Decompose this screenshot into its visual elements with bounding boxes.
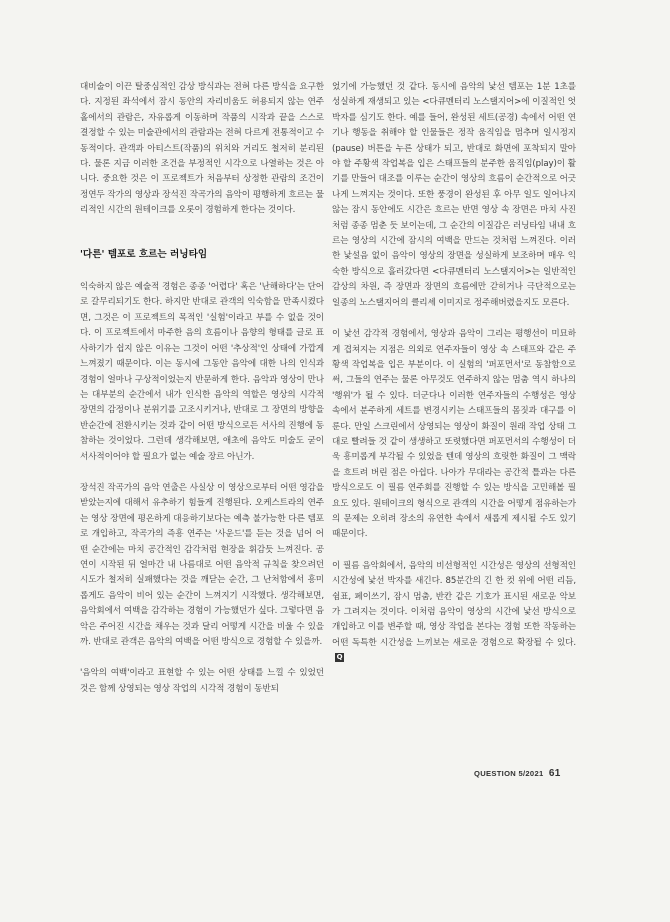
page-number: 61	[548, 768, 561, 779]
final-paragraph-text: 이 필름 음악회에서, 음악의 비선형적인 시간성은 영상의 선형적인 시간성에 낯선 박자를 새긴다. 85분간의 긴 한 컷 위에 어떤 리듬, 쉼표, 페이쓰기, 잠시 멈춤, 반칸 같은 기호가 표시된 새로운 악보가 그려지는 것이다. 이처럼 음악이 영상의 시간에 낯선 방식으로 개입하고 이를 변주할 때, 영상 작업을 본다는 경험 또한 작동하는 어떤 독특한 시간성을 느끼보는 새로운 경험으로 확장될 수 있다.	[332, 560, 576, 648]
publication-issue: QUESTION 5/2021	[474, 769, 544, 778]
body-paragraph: 익숙하지 않은 예술적 경험은 종종 '어렵다' 혹은 '난해하다'는 단어로 갈무리되기도 한다. 하지만 반대로 관객의 익숙함을 만족시켰다면, 그것은 이 프로젝트의 목적인 '실험'이라고 부를 수 없을 것이다. 이 프로젝트에서 마주한 음의 흐름이나 음향의 형태를 글로 표사하기가 쉽지 않은 이유는 그것이 어떤 '추상적'인 상태에 가깝게 느껴졌기 때문이다. 이는 동시에 그동안 음악에 대한 나의 인식과 경험이 얼마나 구상적이었는지 반문하게 한다. 음악과 영상이 만나는 대부분의 순간에서 내가 인식한 음악의 역할은 영상의 시각적 장면의 감정이나 분위기를 고조시키거나, 반대로 그 장면의 방향을 반순간에 전환시키는 것과 같이 어떤 방식으로든 서사의 진행에 동참하는 것이었다. 그런데 생각해보면, 애초에 음악도 미술도 굳이 서사적이어야 할 필요가 없는 예술 장르 아닌가.	[80, 282, 324, 462]
body-paragraph: 대비술이 이끈 탈중심적인 감상 방식과는 전혀 다른 방식을 요구한다. 지정된 좌석에서 잠시 동안의 자리비움도 허용되지 않는 연주홀에서의 관람은, 자유롭게 이동하며 작품의 시작과 끝을 스스로 결정할 수 있는 미술관에서의 관람과는 전혀 다르게 전통적이고 수동적이다. 관객과 아티스트(작품)의 위치와 거리도 철저히 분리된다. 물론 지금 이러한 조건을 부정적인 시각으로 나열하는 것은 아니다. 중요한 것은 이 프로젝트가 처음부터 상정한 관람의 조건이 정연두 작가의 영상과 장석진 작곡가의 음악이 평행하게 흐르는 물리적인 시간의 원테이크를 오롯이 경험하게 한다는 것이다.	[80, 82, 324, 216]
body-paragraph: 장석진 작곡가의 음악 연출은 사실상 이 영상으로부터 어떤 영감을 받았는지에 대해서 유추하기 힘들게 진행된다. 오케스트라의 연주는 영상 장면에 평온하게 대응하기보다는 예측 불가능한 다른 템포로 개입하고, 작곡가의 즉흥 연주는 '사운드'를 듣는 것을 넘어 어떤 순간에는 마치 공간적인 감각처럼 현장을 휘감듯 느껴진다. 공연이 시작된 뒤 얼마간 내 나름대로 어떤 음악적 규칙을 찾으려던 시도가 철저히 실패했다는 것을 깨닫는 순간, 그 난처함에서 흥미롭게도 음악이 비어 있는 순간이 느껴지기 시작했다. 생각해보면, 음악회에서 여백을 감각하는 경험이 가능했던가 싶다. 그렇다면 음악은 주어진 시간을 채우는 것과 달리 어떻게 시간을 비울 수 있을까. 반대로 관객은 음악의 여백을 어떤 방식으로 경험할 수 있을까.	[80, 482, 324, 647]
left-column	[80, 80, 324, 697]
end-mark-icon: Q	[336, 653, 343, 662]
body-paragraph: 이 낯선 감각적 경험에서, 영상과 음악이 그리는 평행선이 미묘하게 겹쳐지는 지점은 의외로 연주자들이 영상 속 스태프와 같은 주황색 작업복을 입은 부분이다. 이 실험의 '퍼포먼서'로 동참함으로써, 그들의 연주는 물론 아무것도 연주하지 않는 멈춤 역시 하나의 '행위'가 될 수 있다. 더군다나 이러한 연주자들의 수행성은 영상 속에서 분주하게 세트를 변경시키는 스태프들의 몸짓과 대구를 이룬다. 만일 스크린에서 상영되는 영상이 화질이 원래 작업 상태 그대로 빨려들 것 같이 생생하고 또렷했다면 퍼포먼서의 수행성이 더욱 흥미롭게 부각될 수 있었을 텐데 영상의 흐릿한 화질이 그 맥락을 흐트려 버린 점은 아쉽다. 나아가 무대라는 공간적 틀과는 다른 방식으로도 이 필름 연주회를 진행할 수 있는 방식을 고민해볼 필요도 있다. 원테이크의 형식으로 관객의 시간을 어떻게 점유하는가의 문제는 오히려 장소의 유연한 속에서 새롭게 제시될 수도 있기 때문이다.	[332, 329, 576, 540]
body-paragraph: '음악의 여백'이라고 표현할 수 있는 어떤 상태를 느낄 수 있었던 것은 함께 상영되는 영상 작업의 시각적 경험이 동반되	[80, 668, 324, 694]
right-column	[332, 80, 576, 667]
paragraph-gap	[80, 650, 324, 666]
paragraph-gap	[332, 543, 576, 559]
paragraph-gap	[332, 311, 576, 327]
page-footer	[474, 768, 561, 779]
paragraph-gap	[80, 465, 324, 481]
body-paragraph	[332, 559, 576, 667]
section-heading: '다른' 템포로 흐르는 러닝타임	[80, 248, 208, 260]
body-paragraph: 었기에 가능했던 것 같다. 동시에 음악의 낯선 템포는 1분 1초를 성실하게 재생되고 있는 <다큐멘터리 노스탤지어>에 이질적인 엇박자를 심기도 한다. 예를 들어, 완성된 세트(공경) 속에서 어떤 연기나 행동을 취해야 할 인물들은 정작 움직임을 멈추며 일시정지(pause) 버튼을 누른 상태가 되고, 반대로 화면에 포착되지 말아야 할 주황색 작업복을 입은 스태프들의 분주한 움직임(play)이 활기를 만들어 대조를 이루는 순간이 영상의 흐름이 순간적으로 어긋나게 느껴지는 것이다. 또한 풍경이 완성된 후 아무 일도 일어나지 않는 잠시 동안에도 시간은 흐르는 반면 영상 속 장면은 마치 사진처럼 종종 멈춘 듯 보이는데, 그 순간의 이질감은 러닝타임 내내 흐르는 영상의 시간에 잠시의 여백을 만드는 것처럼 느껴진다. 이러한 낯설음 없이 음악이 영상의 장면을 성실하게 보조하며 매우 익숙한 방식으로 흘러갔다면 <다큐멘터리 노스탤지어>는 일반적인 감상의 차원, 즉 장면과 장면의 흐름에만 갇히거나 극단적으로는 일종의 노스탤지어의 클리셰 이미지로 정주해버렸을지도 모른다.	[332, 82, 576, 308]
